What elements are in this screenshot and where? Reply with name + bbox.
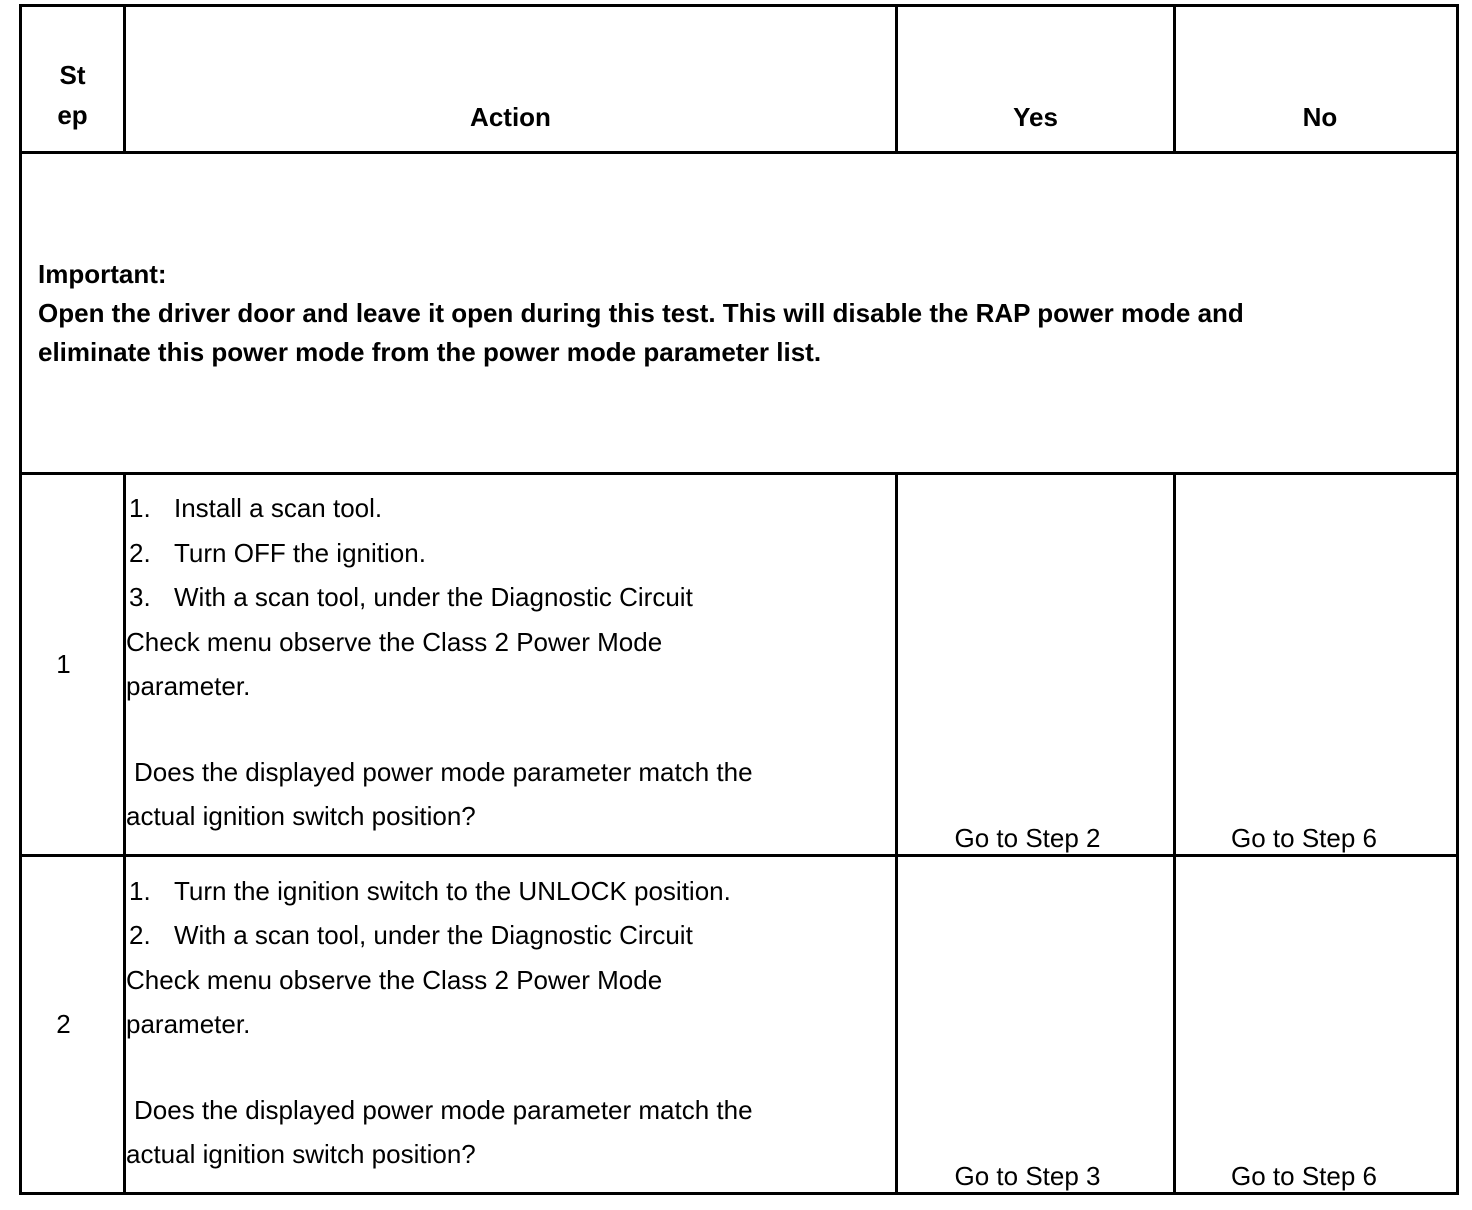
continuation-line: Check menu observe the Class 2 Power Mode (126, 626, 663, 657)
continuation-line: Check menu observe the Class 2 Power Mode (126, 964, 663, 995)
step-header-line1: St (59, 60, 86, 90)
important-text-line2: eliminate this power mode from the power mode parameter list. (38, 336, 822, 367)
question-line: Does the displayed power mode parameter match the (134, 756, 753, 787)
list-item: 3. With a scan tool, under the Diagnostic Circuit (129, 582, 693, 613)
yes-link: Go to Step 2 (954, 823, 1101, 853)
table-row (21, 856, 1458, 1194)
list-item: 1. Install a scan tool. (129, 493, 383, 524)
action-cell (125, 856, 897, 1194)
continuation-line: parameter. (126, 1009, 251, 1039)
list-item: 2. Turn OFF the ignition. (129, 537, 426, 568)
yes-cell (897, 474, 1175, 856)
no-header: No (1175, 6, 1458, 153)
no-cell (1175, 474, 1458, 856)
yes-cell (897, 856, 1175, 1194)
step-header-line2: ep (57, 100, 88, 130)
no-link: Go to Step 6 (1231, 823, 1377, 853)
step-number: 2 (21, 856, 125, 1194)
header-row (21, 6, 1458, 153)
no-link: Go to Step 6 (1231, 1161, 1377, 1191)
action-header: Action (125, 6, 897, 153)
yes-link: Go to Step 3 (954, 1161, 1101, 1191)
step-number: 1 (21, 474, 125, 856)
question-line: Does the displayed power mode parameter match the (134, 1094, 753, 1125)
yes-header: Yes (897, 6, 1175, 153)
list-item: 1. Turn the ignition switch to the UNLOCK position. (129, 875, 731, 906)
diagnostic-table (19, 4, 1459, 1195)
action-cell (125, 474, 897, 856)
question-line: actual ignition switch position? (126, 801, 476, 832)
step-header (21, 6, 125, 153)
question-line: actual ignition switch position? (126, 1139, 476, 1169)
list-item: 2. With a scan tool, under the Diagnostic Circuit (129, 920, 693, 950)
important-label: Important: (38, 258, 167, 289)
no-cell (1175, 856, 1458, 1194)
continuation-line: parameter. (126, 671, 251, 702)
important-row (21, 153, 1458, 474)
table-row (21, 474, 1458, 856)
important-note (21, 153, 1458, 474)
important-text-line1: Open the driver door and leave it open during this test. This will disable the RAP power mode and (38, 297, 1244, 328)
